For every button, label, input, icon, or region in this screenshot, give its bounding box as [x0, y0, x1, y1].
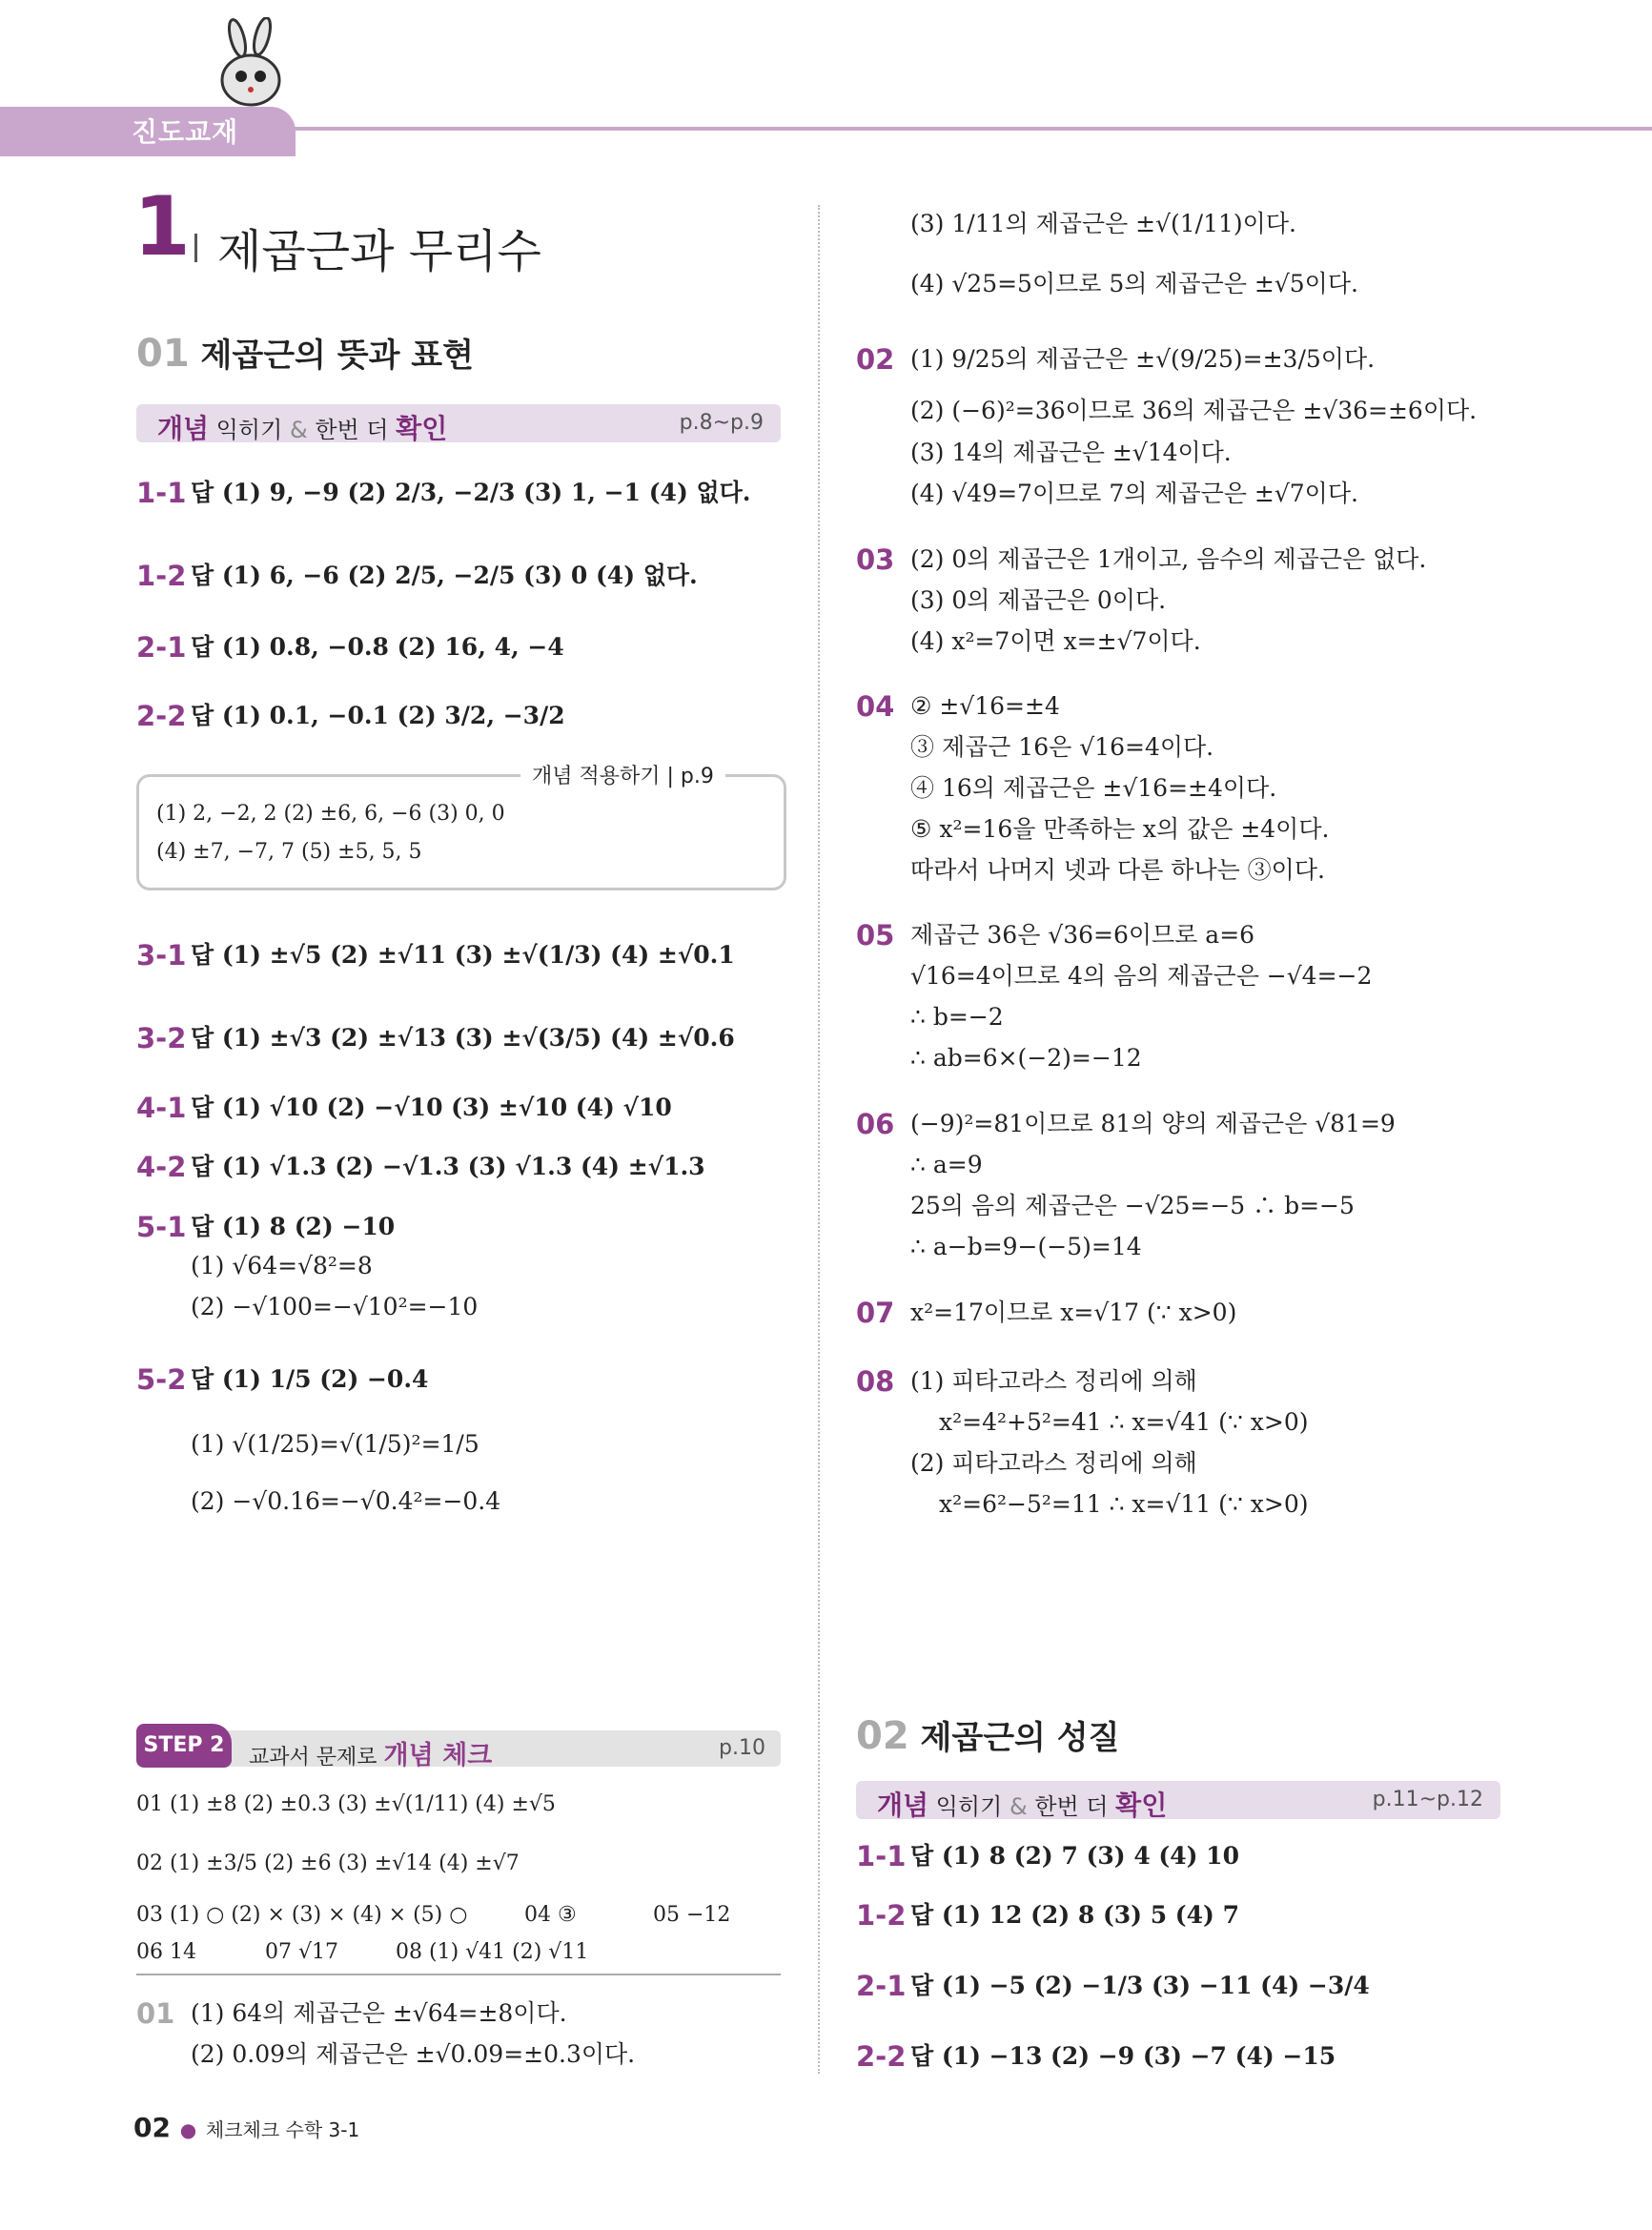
problem-number: 3-2	[136, 1022, 187, 1054]
problem-number: 2-1	[136, 631, 187, 664]
solution-line: ∴ b=−2	[910, 1003, 1004, 1031]
answer-line: 답 (1) ±√5 (2) ±√11 (3) ±√(1/3) (4) ±√0.1	[191, 941, 735, 969]
concept-bar-pages: p.8~p.9	[679, 411, 764, 435]
chapter-title: 제곱근과 무리수	[217, 225, 541, 278]
step2-pages: p.10	[719, 1736, 765, 1760]
solution-line: (2) 피타고라스 정리에 의해	[910, 1449, 1197, 1477]
step2-answer: 03 (1) ○ (2) × (3) × (4) × (5) ○	[136, 1903, 468, 1927]
solution-line: ∴ a=9	[910, 1151, 983, 1178]
solution-line: (1) 피타고라스 정리에 의해	[910, 1367, 1197, 1395]
section-number: 02	[856, 1714, 909, 1758]
header-ribbon-label: 진도교재	[132, 116, 239, 148]
answer-line: 답 (1) ±√3 (2) ±√13 (3) ±√(3/5) (4) ±√0.6	[191, 1024, 735, 1052]
problem-number: 2-2	[856, 2040, 907, 2073]
solution-line: (1) 64의 제곱근은 ±√64=±8이다.	[191, 1999, 567, 2027]
step2-badge: STEP 2	[136, 1724, 232, 1768]
solution-line: 따라서 나머지 넷과 다른 하나는 ③이다.	[910, 856, 1325, 884]
solution-line: √16=4이므로 4의 음의 제곱근은 −√4=−2	[910, 962, 1373, 990]
chapter-separator	[194, 234, 197, 262]
page-footer: 02 ● 체크체크 수학 3-1	[133, 2112, 360, 2143]
concept-bar-pages: p.11~p.12	[1372, 1788, 1483, 1811]
solution-line: ③ 제곱근 16은 √16=4이다.	[910, 733, 1214, 761]
book-title: 체크체크 수학 3-1	[205, 2118, 360, 2141]
answer-line: 답 (1) 1/5 (2) −0.4	[191, 1365, 429, 1393]
apply-box-header: 개념 적용하기 | p.9	[520, 760, 725, 789]
concept-bar-2	[856, 1781, 1500, 1819]
rabbit-mascot-icon	[195, 17, 300, 122]
step2-label-a: 교과서 문제로	[249, 1746, 377, 1770]
answer-line: 답 (1) 8 (2) 7 (3) 4 (4) 10	[910, 1842, 1239, 1870]
bar-label-a: 개념	[877, 1790, 929, 1821]
bar-label-d: 한번 더	[315, 417, 389, 443]
apply-box	[136, 765, 786, 890]
solution-line: ④ 16의 제곱근은 ±√16=±4이다.	[910, 774, 1277, 802]
bar-label-c: &	[1009, 1793, 1028, 1820]
section-title-text: 제곱근의 성질	[920, 1719, 1120, 1757]
step2-answer: 06 14	[136, 1940, 196, 1964]
step2-answer: 04 ③	[524, 1903, 577, 1927]
problem-number: 1-2	[856, 1899, 907, 1932]
step2-bar	[136, 1730, 781, 1770]
solution-line: x²=17이므로 x=√17 (∵ x>0)	[910, 1299, 1237, 1326]
section-title-1	[136, 329, 474, 376]
solution-line: (4) x²=7이면 x=±√7이다.	[910, 627, 1201, 655]
problem-number: 04	[856, 690, 895, 723]
bar-label-d: 한번 더	[1034, 1793, 1109, 1820]
section-title-text: 제곱근의 뜻과 표현	[200, 337, 474, 375]
problem-number: 2-2	[136, 700, 187, 732]
bar-label-b: 익히기	[215, 417, 283, 443]
column-divider	[818, 205, 820, 2074]
solution-line: (3) 1/11의 제곱근은 ±√(1/11)이다.	[910, 210, 1296, 237]
step2-label	[249, 1734, 492, 1771]
problem-number: 1-2	[136, 560, 187, 592]
bar-label-e: 확인	[1115, 1790, 1168, 1821]
answer-line: 답 (1) √10 (2) −√10 (3) ±√10 (4) √10	[191, 1094, 672, 1121]
step2-answer: 08 (1) √41 (2) √11	[396, 1940, 589, 1964]
solution-line: (4) √25=5이므로 5의 제곱근은 ±√5이다.	[910, 270, 1358, 297]
concept-bar-label	[157, 408, 447, 446]
problem-number: 01	[136, 1997, 175, 2030]
solution-line: (3) 14의 제곱근은 ±√14이다.	[910, 439, 1232, 466]
problem-number: 02	[856, 343, 895, 376]
solution-line: (2) −√0.16=−√0.4²=−0.4	[191, 1487, 501, 1515]
bar-label-b: 익히기	[935, 1793, 1003, 1820]
problem-number: 1-1	[136, 477, 187, 509]
problem-number: 2-1	[856, 1970, 907, 2002]
answer-line: 답 (1) 0.8, −0.8 (2) 16, 4, −4	[191, 633, 564, 661]
problem-number: 5-2	[136, 1363, 187, 1396]
problem-number: 08	[856, 1365, 895, 1398]
solution-line: (2) 0.09의 제곱근은 ±√0.09=±0.3이다.	[191, 2040, 636, 2068]
answer-line: 답 (1) √1.3 (2) −√1.3 (3) √1.3 (4) ±√1.3	[191, 1153, 705, 1180]
solution-line: (4) √49=7이므로 7의 제곱근은 ±√7이다.	[910, 480, 1358, 507]
apply-line-1: (1) 2, −2, 2 (2) ±6, 6, −6 (3) 0, 0	[156, 802, 505, 826]
problem-number: 07	[856, 1297, 895, 1329]
solution-line: (2) 0의 제곱근은 1개이고, 음수의 제곱근은 없다.	[910, 545, 1427, 573]
solution-line: ∴ ab=6×(−2)=−12	[910, 1044, 1142, 1072]
problem-number: 05	[856, 919, 895, 951]
bar-label-a: 개념	[157, 413, 210, 444]
step2-answer: 02 (1) ±3/5 (2) ±6 (3) ±√14 (4) ±√7	[136, 1852, 520, 1875]
section-title-2	[856, 1711, 1119, 1758]
step2-rule	[136, 1974, 781, 1975]
answer-line: 답 (1) −13 (2) −9 (3) −7 (4) −15	[910, 2042, 1336, 2070]
bar-label-c: &	[289, 417, 308, 443]
solution-line: 25의 음의 제곱근은 −√25=−5 ∴ b=−5	[910, 1192, 1355, 1219]
header-rule	[286, 127, 1652, 131]
solution-line: (3) 0의 제곱근은 0이다.	[910, 586, 1167, 614]
step2-answer: 01 (1) ±8 (2) ±0.3 (3) ±√(1/11) (4) ±√5	[136, 1792, 556, 1816]
answer-line: 답 (1) −5 (2) −1/3 (3) −11 (4) −3/4	[910, 1972, 1370, 1999]
solution-line: (1) 9/25의 제곱근은 ±√(9/25)=±3/5이다.	[910, 345, 1376, 373]
solution-line: (−9)²=81이므로 81의 양의 제곱근은 √81=9	[910, 1110, 1396, 1137]
problem-number: 3-1	[136, 939, 187, 972]
solution-line: (2) −√100=−√10²=−10	[191, 1293, 479, 1320]
answer-line: 답 (1) 8 (2) −10	[191, 1213, 396, 1240]
problem-number: 4-1	[136, 1092, 187, 1124]
bar-label-e: 확인	[396, 413, 448, 444]
answer-line: 답 (1) 9, −9 (2) 2/3, −2/3 (3) 1, −1 (4) 없다.	[191, 479, 751, 506]
step2-label-b: 개념 체크	[383, 1741, 493, 1770]
solution-line: ② ±√16=±4	[910, 692, 1060, 720]
step2-answer: 05 −12	[653, 1903, 731, 1927]
problem-number: 5-1	[136, 1211, 187, 1243]
concept-bar-label	[877, 1785, 1167, 1823]
page-number: 02	[133, 2112, 171, 2143]
solution-line: (1) √(1/25)=√(1/5)²=1/5	[191, 1430, 479, 1458]
solution-line: (2) (−6)²=36이므로 36의 제곱근은 ±√36=±6이다.	[910, 397, 1478, 424]
chapter-number: 1	[133, 179, 191, 275]
step2-answer: 07 √17	[265, 1940, 338, 1964]
solution-line: 제곱근 36은 √36=6이므로 a=6	[910, 921, 1255, 949]
answer-line: 답 (1) 6, −6 (2) 2/5, −2/5 (3) 0 (4) 없다.	[191, 562, 698, 589]
apply-line-2: (4) ±7, −7, 7 (5) ±5, 5, 5	[156, 840, 422, 864]
solution-line: x²=4²+5²=41 ∴ x=√41 (∵ x>0)	[939, 1408, 1309, 1436]
answer-line: 답 (1) 0.1, −0.1 (2) 3/2, −3/2	[191, 702, 565, 729]
problem-number: 4-2	[136, 1151, 187, 1183]
problem-number: 1-1	[856, 1840, 907, 1872]
concept-bar-1	[136, 404, 781, 442]
section-number: 01	[136, 332, 190, 376]
solution-line: ∴ a−b=9−(−5)=14	[910, 1233, 1142, 1260]
answer-line: 답 (1) 12 (2) 8 (3) 5 (4) 7	[910, 1901, 1239, 1929]
solution-line: (1) √64=√8²=8	[191, 1252, 373, 1279]
problem-number: 06	[856, 1108, 895, 1140]
solution-line: ⑤ x²=16을 만족하는 x의 값은 ±4이다.	[910, 815, 1330, 843]
solution-line: x²=6²−5²=11 ∴ x=√11 (∵ x>0)	[939, 1490, 1309, 1518]
problem-number: 03	[856, 543, 895, 576]
